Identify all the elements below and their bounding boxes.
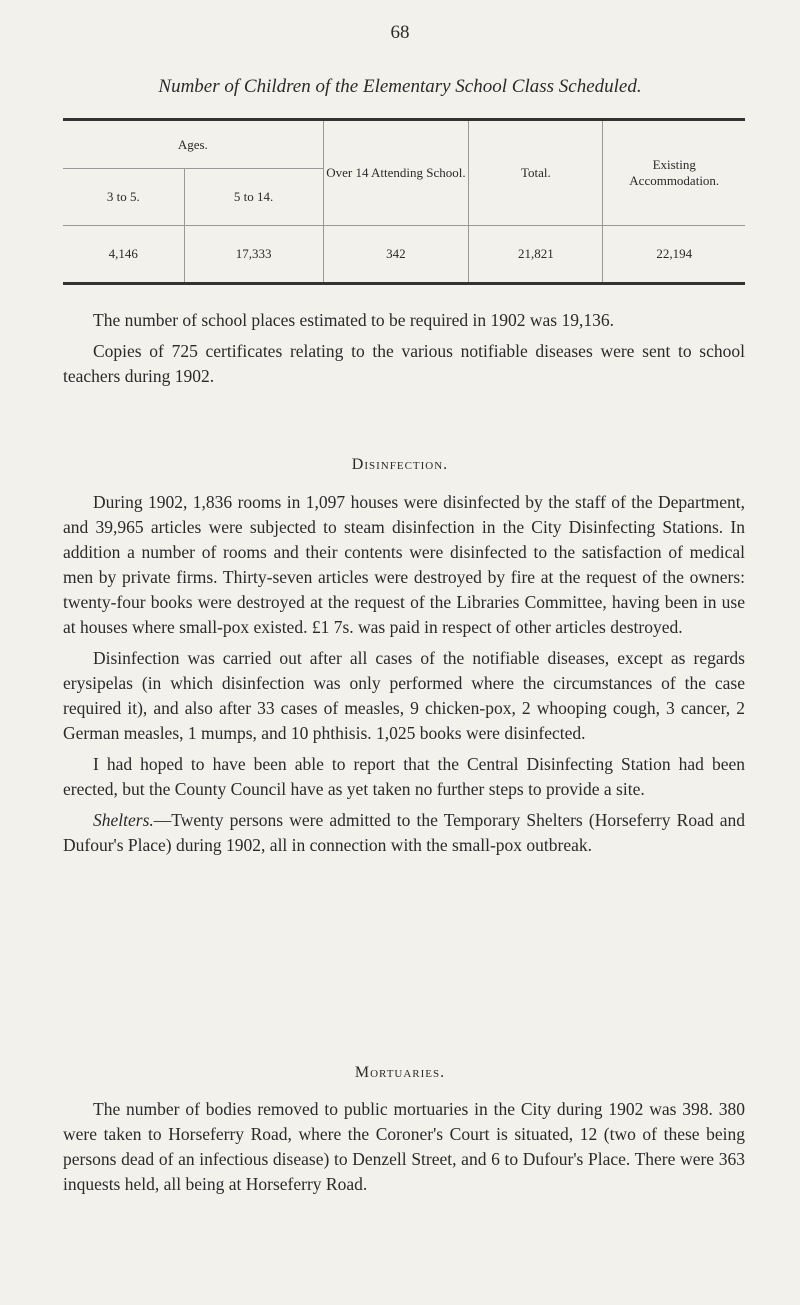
disinfection-section	[63, 490, 745, 864]
shelters-lead: Shelters.	[93, 810, 154, 830]
header-existing-accommodation: Existing Accommodation.	[603, 120, 745, 226]
mortuaries-section	[63, 1097, 745, 1203]
cell-age-3-5: 4,146	[63, 226, 184, 284]
header-ages: Ages.	[63, 120, 323, 169]
header-age-3-5: 3 to 5.	[106, 189, 140, 204]
paragraph-disinfection-1: During 1902, 1,836 rooms in 1,097 houses were disinfected by the staff of the Department, and 39,965 articles were subjected to steam disinfection in the City Disinfecting Stations. In addition a number of rooms and their contents were disinfected to the satisfaction of medical men by private firms. Thirty-seven articles were destroyed by fire at the request of the owners: twenty-four books were destroyed at the request of the Libraries Committee, having been in use at houses where small-pox existed. £1 7s. was paid in respect of other articles destroyed.	[63, 492, 745, 637]
cell-total: 21,821	[469, 226, 603, 284]
cell-over-14: 342	[323, 226, 469, 284]
header-age-5-14: 5 to 14.	[184, 169, 323, 226]
shelters-text: —Twenty persons were admitted to the Temporary Shelters (Horseferry Road and Dufour's Place) during 1902, all in connection with the small-pox outbreak.	[63, 810, 745, 855]
paragraph-shelters	[63, 808, 745, 858]
page-number: 68	[390, 22, 410, 43]
paragraph-disinfection-3: I had hoped to have been able to report that the Central Disinfecting Station had been erected, but the County Council have as yet taken no further steps to provide a site.	[63, 754, 745, 799]
header-over-14: Over 14 Attending School.	[323, 120, 469, 226]
paragraph-school-places: The number of school places estimated to be required in 1902 was 19,136.	[93, 310, 614, 330]
header-total: Total.	[469, 120, 603, 226]
intro-section	[63, 308, 745, 395]
children-table	[63, 118, 745, 285]
heading-disinfection: Disinfection.	[351, 456, 449, 473]
table-row	[63, 226, 745, 284]
cell-age-5-14: 17,333	[184, 226, 323, 284]
paragraph-mortuaries: The number of bodies removed to public mortuaries in the City during 1902 was 398. 380 were taken to Horseferry Road, where the Coroner's Court is situated, 12 (two of these being persons dead of an infectious disease) to Denzell Street, and 6 to Dufour's Place. There were 363 inquests held, all being at Horseferry Road.	[63, 1099, 745, 1194]
table-title: Number of Children of the Elementary School Class Scheduled.	[158, 76, 642, 97]
paragraph-disinfection-2: Disinfection was carried out after all cases of the notifiable diseases, except as regards erysipelas (in which disinfection was only performed where the circumstances of the case required it), and also after 33 cases of measles, 9 chicken-pox, 2 whooping cough, 3 cancer, 2 German measles, 1 mumps, and 10 phthisis. 1,025 books were disinfected.	[63, 648, 745, 743]
heading-mortuaries: Mortuaries.	[354, 1064, 446, 1081]
paragraph-certificates: Copies of 725 certificates relating to the various notifiable diseases were sent to school teachers during 1902.	[63, 341, 745, 386]
cell-existing-accommodation: 22,194	[603, 226, 745, 284]
